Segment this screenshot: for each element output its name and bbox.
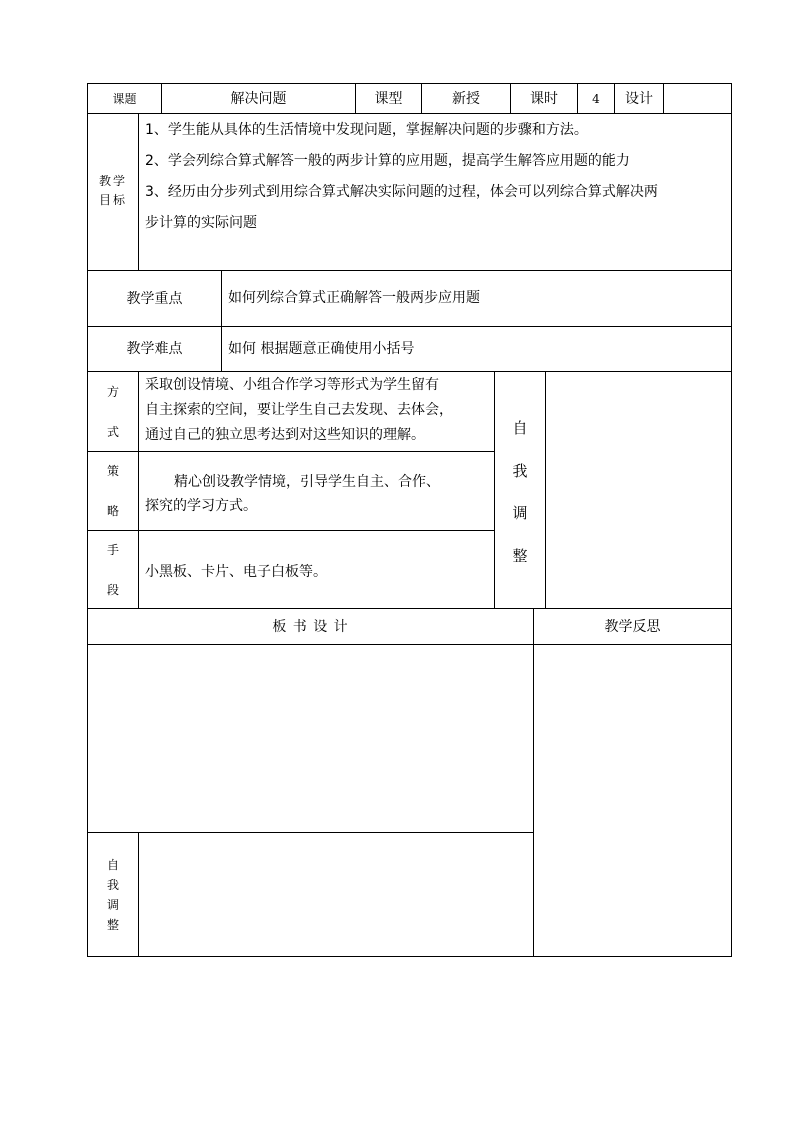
grid-line bbox=[87, 530, 494, 531]
grid-line bbox=[533, 608, 534, 957]
grid-line bbox=[221, 270, 222, 372]
self-adjust-side-char: 我 bbox=[512, 461, 528, 480]
method-label-char: 式 bbox=[106, 425, 119, 439]
grid-line bbox=[545, 371, 546, 609]
method-text bbox=[145, 373, 493, 448]
self-adjust-bottom-label bbox=[88, 855, 138, 935]
self-adjust-bottom-char: 自 bbox=[106, 858, 119, 872]
difficulty-label: 教学难点 bbox=[126, 341, 183, 357]
grid-line bbox=[87, 451, 494, 452]
type-value: 新授 bbox=[452, 90, 480, 107]
period-value: 4 bbox=[592, 91, 600, 106]
objectives-label-line1: 教学 bbox=[98, 174, 127, 188]
self-adjust-side-char: 自 bbox=[512, 419, 528, 437]
board-design-label: 板 书 设 计 bbox=[272, 618, 349, 635]
method-line: 采取创设情境、小组合作学习等形式为学生留有 bbox=[145, 377, 439, 393]
objective-item: 步计算的实际问题 bbox=[145, 215, 257, 231]
period-label: 课时 bbox=[530, 90, 558, 107]
design-value bbox=[664, 84, 731, 113]
means-label bbox=[88, 540, 138, 600]
strategy-text bbox=[145, 470, 493, 518]
method-label-char: 方 bbox=[106, 385, 119, 399]
topic-label: 课题 bbox=[112, 91, 137, 106]
self-adjust-side-label bbox=[495, 418, 545, 566]
objectives-list bbox=[145, 119, 730, 243]
self-adjust-side-char: 整 bbox=[512, 546, 528, 565]
difficulty-value: 如何 根据题意正确使用小括号 bbox=[228, 341, 415, 357]
strategy-line: 探究的学习方式。 bbox=[145, 498, 257, 514]
key-point-value: 如何列综合算式正确解答一般两步应用题 bbox=[228, 290, 480, 306]
objectives-label bbox=[88, 172, 138, 216]
key-point-label: 教学重点 bbox=[126, 290, 183, 307]
grid-line bbox=[138, 371, 139, 609]
self-adjust-bottom-char: 整 bbox=[106, 918, 119, 932]
grid-line bbox=[138, 113, 139, 271]
grid-line bbox=[87, 644, 732, 645]
type-label: 课型 bbox=[374, 90, 403, 107]
objective-item: 1、学生能从具体的生活情境中发现问题，掌握解决问题的步骤和方法。 bbox=[145, 122, 588, 138]
grid-line bbox=[731, 83, 732, 957]
method-line: 通过自己的独立思考达到对这些知识的理解。 bbox=[145, 427, 425, 443]
objectives-label-line2: 目标 bbox=[98, 193, 127, 207]
self-adjust-bottom-char: 我 bbox=[106, 878, 119, 892]
strategy-line: 精心创设教学情境，引导学生自主、合作、 bbox=[174, 474, 440, 490]
design-label: 设计 bbox=[625, 90, 653, 107]
method-line: 自主探索的空间，要让学生自己去发现、去体会， bbox=[145, 402, 453, 418]
method-label bbox=[88, 382, 138, 442]
means-label-char: 段 bbox=[106, 583, 119, 597]
grid-line bbox=[87, 832, 533, 833]
means-value: 小黑板、卡片、电子白板等。 bbox=[145, 564, 327, 580]
objective-item: 2、学会列综合算式解答一般的两步计算的应用题，提高学生解答应用题的能力 bbox=[145, 153, 630, 169]
means-label-char: 手 bbox=[106, 543, 119, 557]
self-adjust-side-char: 调 bbox=[512, 504, 528, 523]
grid-line bbox=[138, 832, 139, 957]
strategy-label bbox=[88, 461, 138, 521]
objective-item: 3、经历由分步列式到用综合算式解决实际问题的过程，体会可以列综合算式解决两 bbox=[145, 184, 658, 200]
reflection-label: 教学反思 bbox=[604, 618, 661, 635]
strategy-label-char: 策 bbox=[106, 464, 119, 478]
strategy-label-char: 略 bbox=[106, 504, 119, 518]
self-adjust-bottom-char: 调 bbox=[106, 898, 119, 912]
grid-line bbox=[87, 371, 732, 372]
grid-line bbox=[87, 956, 732, 957]
grid-line bbox=[87, 113, 732, 114]
topic-value: 解决问题 bbox=[230, 90, 287, 107]
